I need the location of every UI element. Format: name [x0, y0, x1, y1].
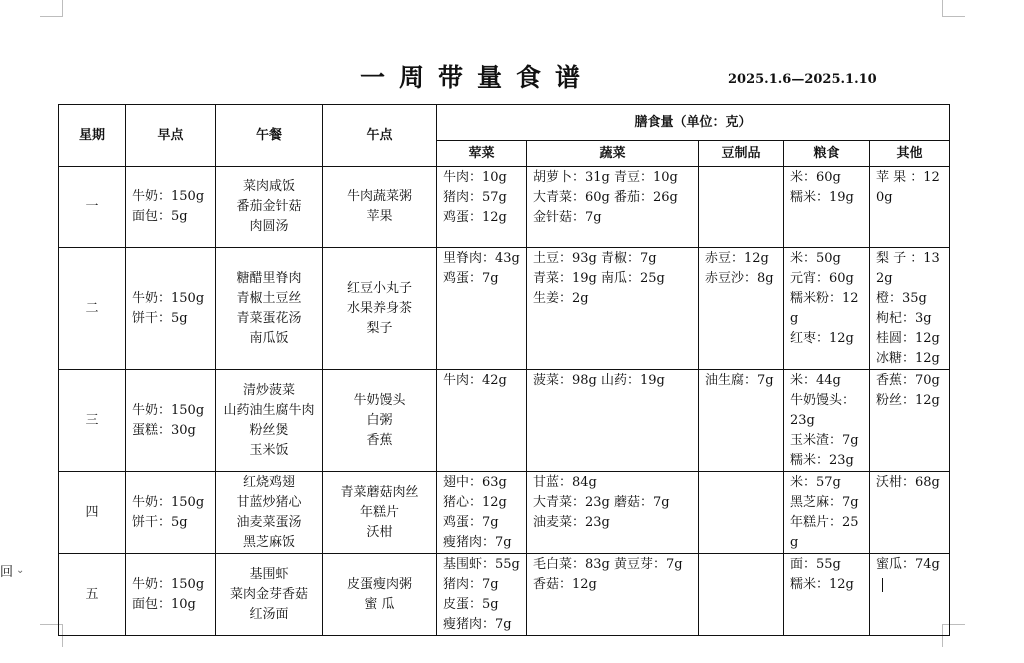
lunch-line: 清炒菠菜	[242, 382, 295, 398]
header-amount-group: 膳食量（单位：克）	[437, 105, 950, 141]
grain-line: 牛奶馒头：23g	[790, 393, 856, 428]
lunch-line: 番茄金针菇	[236, 199, 302, 214]
grain-line: 元宵：60g	[790, 271, 854, 286]
header-grain: 粮食	[784, 141, 870, 167]
meat-cell	[437, 554, 527, 636]
meat-line: 瘦猪肉：7g	[443, 617, 512, 632]
vegetable-line: 毛白菜：83g 黄豆芽：7g	[533, 557, 683, 572]
crop-mark-top-left	[40, 0, 63, 17]
grain-cell	[784, 248, 870, 370]
breakfast-cell	[126, 370, 216, 472]
breakfast-line: 面包：10g	[132, 596, 196, 612]
header-meat: 荤菜	[437, 141, 527, 167]
snack-line: 红豆小丸子	[346, 280, 412, 296]
snack-line: 苹果	[366, 209, 393, 224]
other-cell	[870, 554, 950, 636]
grain-line: 米：60g	[790, 170, 841, 185]
chevron-down-icon[interactable]: ⌄	[16, 564, 25, 576]
breakfast-line: 牛奶：150g	[132, 290, 205, 306]
header-vegetable: 蔬菜	[527, 141, 699, 167]
vegetable-line: 金针菇：7g	[533, 210, 602, 225]
lunch-line: 糖醋里脊肉	[236, 270, 302, 286]
breakfast-cell	[126, 248, 216, 370]
vegetable-line: 菠菜：98g 山药：19g	[533, 373, 665, 388]
breakfast-line: 饼干：5g	[132, 514, 188, 530]
meat-line: 鸡蛋：7g	[443, 271, 499, 286]
page-title: 一周带量食谱	[360, 63, 595, 92]
lunch-line: 玉米饭	[249, 442, 289, 458]
other-line: 橙：35g	[876, 291, 927, 306]
other-line: 沃柑：68g	[876, 475, 940, 490]
vegetable-cell	[527, 248, 699, 370]
other-line: 梨 子 ：132g	[876, 251, 940, 286]
meat-line: 牛肉：10g	[443, 170, 507, 185]
snack-line: 牛奶馒头	[353, 392, 406, 408]
bean-cell	[699, 248, 784, 370]
grain-line: 米：50g	[790, 251, 841, 266]
meat-line: 基围虾：55g	[443, 557, 520, 572]
header-snack: 午点	[323, 105, 437, 167]
text-cursor	[882, 578, 883, 592]
other-cell	[870, 248, 950, 370]
other-cell	[870, 472, 950, 554]
other-line: 冰糖：12g	[876, 351, 940, 366]
header-lunch: 午餐	[216, 105, 323, 167]
vegetable-line: 大青菜：60g 番茄：26g	[533, 190, 678, 205]
vegetable-line: 油麦菜：23g	[533, 515, 610, 530]
lunch-line: 南瓜饭	[249, 330, 289, 346]
weekday-cell: 四	[59, 472, 126, 554]
grain-line: 米：57g	[790, 475, 841, 490]
meat-line: 瘦猪肉：7g	[443, 535, 512, 550]
lunch-line: 红烧鸡翅	[242, 474, 295, 490]
lunch-line: 黑芝麻饭	[242, 534, 295, 550]
vegetable-cell	[527, 167, 699, 248]
table-row	[59, 472, 950, 554]
grain-line: 黑芝麻：7g	[790, 495, 859, 510]
snack-cell	[323, 472, 437, 554]
grain-line: 玉米渣：7g	[790, 433, 859, 448]
snack-line: 年糕片	[359, 504, 399, 520]
meat-cell	[437, 167, 527, 248]
snack-cell	[323, 167, 437, 248]
meat-line: 猪肉：7g	[443, 577, 499, 592]
breakfast-line: 牛奶：150g	[132, 402, 205, 418]
bean-line: 油生腐：7g	[705, 373, 774, 388]
lunch-line: 肉圆汤	[249, 219, 289, 234]
weekly-menu-table	[58, 104, 950, 636]
lunch-line: 山药油生腐牛肉粉丝煲	[223, 402, 315, 438]
lunch-line: 油麦菜蛋汤	[236, 514, 302, 530]
vegetable-line: 土豆：93g 青椒：7g	[533, 251, 657, 266]
lunch-line: 基围虾	[249, 566, 289, 582]
weekday-cell: 五	[59, 554, 126, 636]
weekday-cell: 三	[59, 370, 126, 472]
grain-line: 面：55g	[790, 557, 841, 572]
breakfast-line: 蛋糕：30g	[132, 422, 196, 438]
vegetable-line: 甘蓝：84g	[533, 475, 597, 490]
lunch-cell	[216, 248, 323, 370]
lunch-line: 菜肉咸饭	[242, 179, 295, 194]
grain-cell	[784, 554, 870, 636]
header-bean: 豆制品	[699, 141, 784, 167]
grain-line: 糯米：23g	[790, 453, 854, 468]
lunch-cell	[216, 370, 323, 472]
vegetable-line: 香菇：12g	[533, 577, 597, 592]
grain-line: 糯米：19g	[790, 190, 854, 205]
breakfast-cell	[126, 167, 216, 248]
grain-cell	[784, 167, 870, 248]
snack-line: 白粥	[366, 412, 393, 428]
breakfast-line: 饼干：5g	[132, 310, 188, 326]
table-row	[59, 554, 950, 636]
meat-line: 猪心：12g	[443, 495, 507, 510]
other-line: 蜜瓜：74g	[876, 557, 940, 572]
snack-line: 水果养身茶	[346, 300, 412, 316]
lunch-line: 红汤面	[249, 606, 289, 622]
lunch-line: 甘蓝炒猪心	[236, 494, 302, 510]
other-line: 苹 果 ：120g	[876, 170, 940, 205]
other-line: 枸杞：3g	[876, 311, 932, 326]
lunch-cell	[216, 167, 323, 248]
meat-line: 鸡蛋：12g	[443, 210, 507, 225]
snack-cell	[323, 248, 437, 370]
lunch-line: 菜肉金芽香菇	[229, 586, 308, 602]
grain-line: 糯米：12g	[790, 577, 854, 592]
table-row	[59, 248, 950, 370]
bean-line: 赤豆：12g	[705, 251, 769, 266]
breakfast-line: 牛奶：150g	[132, 576, 205, 592]
meat-line: 皮蛋：5g	[443, 597, 499, 612]
meat-line: 鸡蛋：7g	[443, 515, 499, 530]
breakfast-line: 牛奶：150g	[132, 189, 205, 204]
snack-line: 青菜蘑菇肉丝	[340, 484, 419, 500]
crop-mark-top-right	[942, 0, 965, 17]
grain-line: 年糕片：25g	[790, 515, 859, 550]
meat-cell	[437, 472, 527, 554]
grain-line: 红枣：12g	[790, 331, 854, 346]
snack-line: 沃柑	[366, 524, 393, 540]
lunch-cell	[216, 472, 323, 554]
header-weekday: 星期	[59, 105, 126, 167]
vegetable-cell	[527, 370, 699, 472]
meat-line: 牛肉：42g	[443, 373, 507, 388]
vegetable-line: 生姜：2g	[533, 291, 589, 306]
breakfast-cell	[126, 472, 216, 554]
vegetable-line: 大青菜：23g 蘑菇：7g	[533, 495, 670, 510]
snack-cell	[323, 554, 437, 636]
table-row	[59, 167, 950, 248]
snack-line: 蜜 瓜	[364, 596, 395, 612]
lunch-cell	[216, 554, 323, 636]
vegetable-line: 胡萝卜：31g 青豆：10g	[533, 170, 678, 185]
table-body	[59, 167, 950, 636]
snack-line: 香蕉	[366, 432, 393, 448]
grain-cell	[784, 370, 870, 472]
paragraph-widget-label: 回	[0, 564, 14, 580]
meat-line: 翅中：63g	[443, 475, 507, 490]
other-cell	[870, 370, 950, 472]
grain-line: 米：44g	[790, 373, 841, 388]
other-line: 香蕉：70g	[876, 373, 940, 388]
vegetable-cell	[527, 554, 699, 636]
lunch-line: 青椒土豆丝	[236, 290, 302, 306]
snack-cell	[323, 370, 437, 472]
header-breakfast: 早点	[126, 105, 216, 167]
snack-line: 牛肉蔬菜粥	[346, 189, 412, 204]
weekday-cell: 一	[59, 167, 126, 248]
vegetable-line: 青菜：19g 南瓜：25g	[533, 271, 665, 286]
bean-cell	[699, 554, 784, 636]
breakfast-line: 面包：5g	[132, 209, 188, 224]
snack-line: 皮蛋瘦肉粥	[346, 576, 412, 592]
paragraph-widget[interactable]	[0, 560, 34, 580]
snack-line: 梨子	[366, 320, 393, 336]
weekday-cell: 二	[59, 248, 126, 370]
grain-cell	[784, 472, 870, 554]
header-other: 其他	[870, 141, 950, 167]
other-line: 粉丝：12g	[876, 393, 940, 408]
bean-line: 赤豆沙：8g	[705, 271, 774, 286]
lunch-line: 青菜蛋花汤	[236, 310, 302, 326]
meat-cell	[437, 370, 527, 472]
bean-cell	[699, 472, 784, 554]
grain-line: 糯米粉：12g	[790, 291, 859, 326]
bean-cell	[699, 370, 784, 472]
breakfast-cell	[126, 554, 216, 636]
meat-line: 里脊肉：43g	[443, 251, 520, 266]
other-line: 桂圆：12g	[876, 331, 940, 346]
meat-cell	[437, 248, 527, 370]
meat-line: 猪肉：57g	[443, 190, 507, 205]
breakfast-line: 牛奶：150g	[132, 494, 205, 510]
bean-cell	[699, 167, 784, 248]
table-row	[59, 370, 950, 472]
other-cell	[870, 167, 950, 248]
date-range: 2025.1.6—2025.1.10	[728, 72, 877, 87]
vegetable-cell	[527, 472, 699, 554]
